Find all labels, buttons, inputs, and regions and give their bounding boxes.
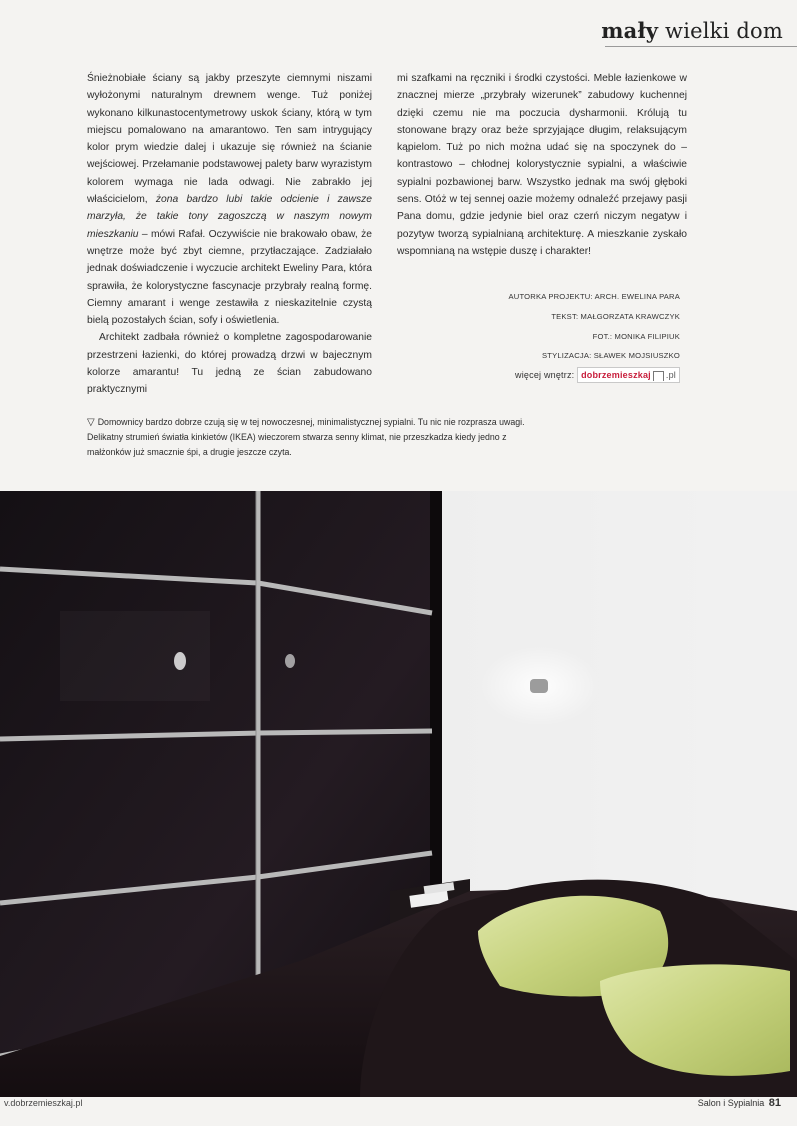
article-column-right — [397, 70, 687, 260]
caption-text: Domownicy bardzo dobrze czują się w tej nowoczesnej, minimalistycznej sypialni. Tu nic nie rozprasza uwagi. Delikatny strumień światła kinkietów (IKEA) wieczorem stwarza senny klimat, nie przeszkadza kiedy jedno z małżonków już smacznie śpi, a drugie jeszcze czyta. — [87, 417, 525, 457]
article-paragraph — [87, 329, 372, 398]
brand-logo-link[interactable] — [577, 367, 680, 383]
article-paragraph — [397, 70, 687, 260]
article-paragraph — [87, 70, 372, 329]
section-label — [601, 18, 783, 43]
brand-name: dobrzemieszkaj — [581, 370, 651, 381]
article-column-left — [87, 70, 372, 399]
footer-url: v.dobrzemieszkaj.pl — [4, 1098, 83, 1108]
photo-caption — [87, 415, 537, 459]
article-text: – mówi Rafał. Oczywiście nie brakowało obaw, że wnętrze może być zbyt ciemne, przytłaczające. Zadziałało jednak doświadczenie i wyczucie architekt Eweliny Para, która sprawiła, że kolorystyczne fascynacje przybrały realną formę. Ciemny amarant i wenge zestawiła z nieskazitelnie czystą bielą pozostałych ścian, sofy i oświetlenia. — [87, 228, 372, 327]
credit-author: AUTORKA PROJEKTU: ARCH. EWELINA PARA — [508, 292, 680, 301]
header-rule — [605, 46, 797, 47]
more-interiors-row — [440, 366, 680, 386]
brand-tld: .pl — [665, 370, 676, 381]
more-interiors-label: więcej wnętrz: — [515, 370, 575, 381]
footer-page-info — [698, 1097, 781, 1109]
page-number: 81 — [768, 1097, 781, 1109]
credits-block — [440, 287, 680, 386]
section-label-rest: wielki dom — [658, 19, 783, 43]
credit-styling: STYLIZACJA: SŁAWEK MOJSIUSZKO — [541, 351, 680, 361]
article-quote: żona bardzo lubi takie odcienie i zawsze marzyła, że takie tony zagoszczą w naszym nowym mieszkaniu — [87, 194, 372, 240]
bedroom-photo — [0, 491, 797, 1097]
house-icon — [653, 371, 664, 381]
article-text: Śnieżnobiałe ściany są jakby przeszyte ciemnymi niszami wyłożonymi naturalnym drewnem wenge. Tuż poniżej wykonano kilkunastocentymetrowy uskok ściany, którą w tym miejscu pomalowano na amarantowo. Ten sam intrygujący kolor prym wiedzie dalej i ukazuje się również na ścianie wejściowej. Przełamanie podstawowej palety barw wyrazistym kolorem wymaga nie lada odwagi. Nie zabrakło jej właścicielom, — [87, 73, 372, 206]
credit-photo: FOT.: MONIKA FILIPIUK — [592, 331, 680, 341]
article-text: mi szafkami na ręczniki i środki czystości. Meble łazienkowe w znacznej mierze „przybrały wizerunek” zabudowy kuchennej dzięki czemu nie ma poczucia dysharmonii. Królują tu stonowane brązy oraz beże sprzyjające długim, relaksującym kąpielom. Tuż po nich można udać się na spoczynek do – kontrastowo – chłodnej kolorystycznie sypialni, a właściwie sypialni pozbawionej barw. Wszystko jednak ma swój głęboki sens. Otóż w tej sennej oazie możemy odnaleźć przejawy pasji Pana domu, gdzie jedynie biel oraz czerń niczym negatyw i pozytyw tworzą sypialnianą architekturę. A mieszkanie zyskało wspomnianą na wstępie duszę i charakter! — [397, 73, 687, 257]
credit-text: TEKST: MAŁGORZATA KRAWCZYK — [551, 311, 680, 321]
section-label-bold: mały — [601, 18, 659, 43]
footer-magazine: Salon i Sypialnia — [697, 1098, 765, 1108]
bedroom-photo-graphic — [0, 491, 797, 1097]
triangle-down-icon: ▽ — [87, 417, 95, 428]
article-text: Architekt zadbała również o kompletne zagospodarowanie przestrzeni łazienki, do której prowadzą drzwi w bajecznym kolorze amarantu! Tu jedną ze ścian zabudowano praktycznymi — [87, 332, 372, 396]
